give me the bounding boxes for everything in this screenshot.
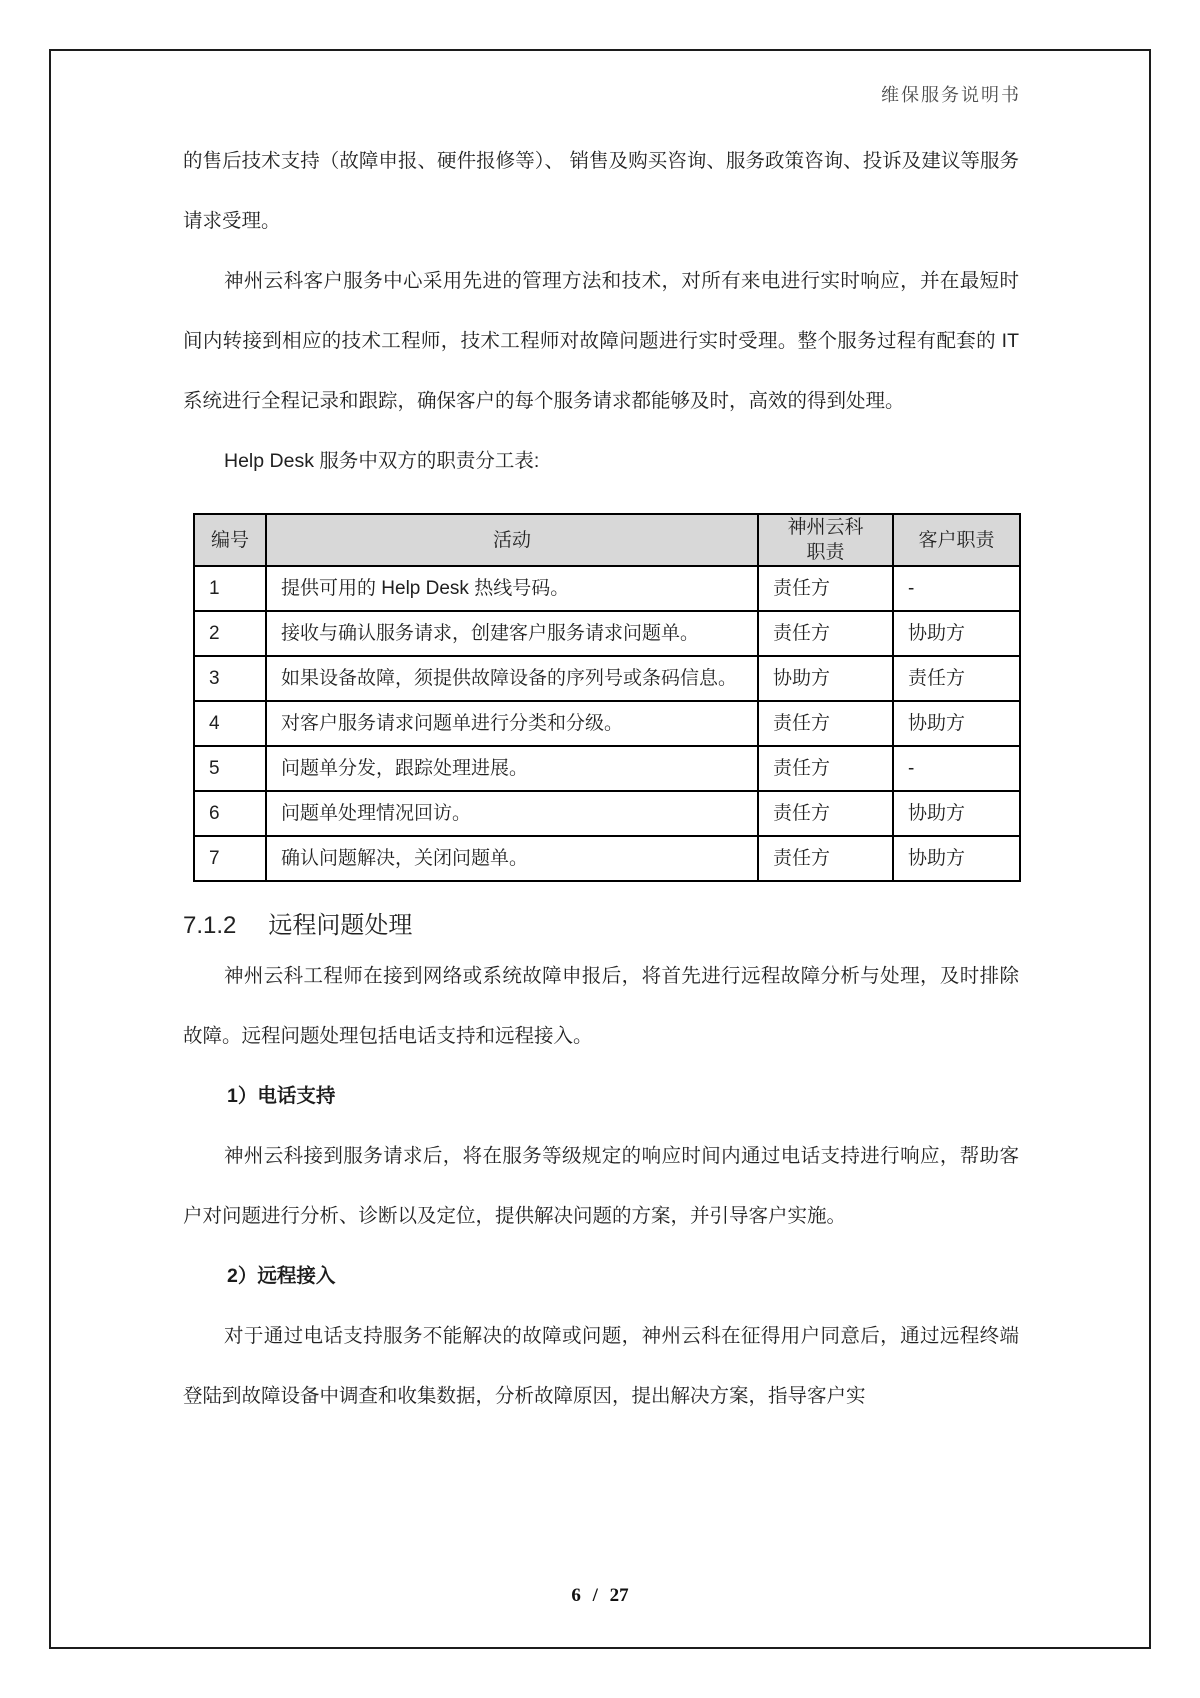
table-row	[194, 566, 1020, 611]
page-number: 6 / 27	[571, 1585, 629, 1606]
cell-customer-role: 协助方	[893, 701, 1020, 746]
responsibilities-table	[193, 513, 1021, 882]
paragraph-remote-access: 对于通过电话支持服务不能解决的故障或问题，神州云科在征得用户同意后，通过远程终端登陆到故障设备中调查和收集数据，分析故障原因，提出解决方案，指导客户实	[183, 1325, 1019, 1407]
cell-vendor-role: 责任方	[758, 746, 893, 791]
cell-number: 5	[194, 746, 266, 791]
cell-vendor-role: 责任方	[758, 791, 893, 836]
cell-number: 2	[194, 611, 266, 656]
cell-number: 7	[194, 836, 266, 881]
page-border-frame	[49, 49, 1151, 1649]
cell-activity: 接收与确认服务请求，创建客户服务请求问题单。	[266, 611, 758, 656]
header-vendor-line1: 神州云科	[787, 517, 864, 538]
cell-customer-role: -	[893, 746, 1020, 791]
paragraph-service-center: 神州云科客户服务中心采用先进的管理方法和技术，对所有来电进行实时响应，并在最短时间内转接到相应的技术工程师，技术工程师对故障问题进行实时受理。整个服务过程有配套的 IT 系统进行全程记录和跟踪，确保客户的每个服务请求都能够及时，高效的得到处理。	[183, 270, 1019, 412]
cell-customer-role: 协助方	[893, 611, 1020, 656]
table-row	[194, 746, 1020, 791]
cell-vendor-role: 协助方	[758, 656, 893, 701]
header-cell-customer-responsibility: 客户职责	[893, 514, 1020, 566]
cell-customer-role: 责任方	[893, 656, 1020, 701]
page-content	[183, 51, 1019, 1426]
cell-customer-role: 协助方	[893, 836, 1020, 881]
running-header: 维保服务说明书	[881, 85, 1021, 105]
header-cell-number: 编号	[194, 514, 266, 566]
cell-activity: 对客户服务请求问题单进行分类和分级。	[266, 701, 758, 746]
section-title: 远程问题处理	[268, 912, 413, 939]
cell-customer-role: -	[893, 566, 1020, 611]
paragraph-continuation: 的售后技术支持（故障申报、硬件报修等）、 销售及购买咨询、服务政策咨询、投诉及建议等服务请求受理。	[183, 150, 1019, 232]
paragraph-remote-handling: 神州云科工程师在接到网络或系统故障申报后，将首先进行远程故障分析与处理，及时排除故障。远程问题处理包括电话支持和远程接入。	[183, 965, 1019, 1047]
header-cell-activity: 活动	[266, 514, 758, 566]
cell-activity: 如果设备故障，须提供故障设备的序列号或条码信息。	[266, 656, 758, 701]
cell-activity: 提供可用的 Help Desk 热线号码。	[266, 566, 758, 611]
paragraph-phone-support: 神州云科接到服务请求后，将在服务等级规定的响应时间内通过电话支持进行响应，帮助客户对问题进行分析、诊断以及定位，提供解决问题的方案，并引导客户实施。	[183, 1145, 1019, 1227]
table-row	[194, 611, 1020, 656]
cell-vendor-role: 责任方	[758, 701, 893, 746]
table-row	[194, 656, 1020, 701]
cell-vendor-role: 责任方	[758, 611, 893, 656]
table-row	[194, 836, 1020, 881]
cell-number: 4	[194, 701, 266, 746]
section-heading	[183, 908, 1019, 944]
subheading-remote-access: 2）远程接入	[227, 1265, 336, 1287]
table-intro-line: Help Desk 服务中双方的职责分工表:	[224, 450, 540, 472]
cell-number: 6	[194, 791, 266, 836]
header-vendor-line2: 职责	[806, 542, 845, 563]
header-cell-vendor-responsibility	[758, 514, 893, 566]
subheading-phone-support: 1）电话支持	[227, 1085, 336, 1107]
cell-vendor-role: 责任方	[758, 566, 893, 611]
cell-customer-role: 协助方	[893, 791, 1020, 836]
table-row	[194, 791, 1020, 836]
cell-vendor-role: 责任方	[758, 836, 893, 881]
table-header-row	[194, 514, 1020, 566]
table-row	[194, 701, 1020, 746]
cell-activity: 问题单分发，跟踪处理进展。	[266, 746, 758, 791]
cell-activity: 确认问题解决，关闭问题单。	[266, 836, 758, 881]
cell-number: 3	[194, 656, 266, 701]
section-number: 7.1.2	[183, 912, 237, 939]
cell-activity: 问题单处理情况回访。	[266, 791, 758, 836]
cell-number: 1	[194, 566, 266, 611]
